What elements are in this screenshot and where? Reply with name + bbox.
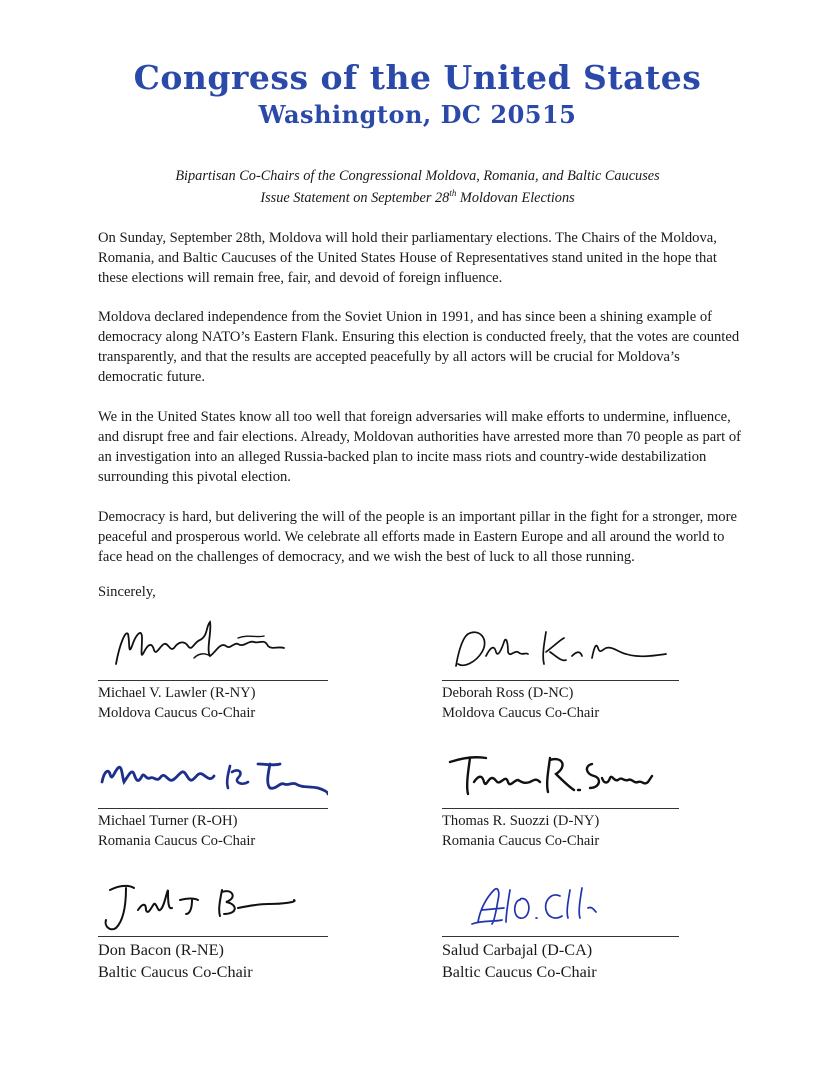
statement-subtitle-line1: Bipartisan Co-Chairs of the Congressional Moldova, Romania, and Baltic Caucuses bbox=[175, 168, 660, 184]
signature-block-turner bbox=[98, 742, 338, 857]
signatory-name: Michael Turner (R-OH) bbox=[98, 813, 238, 829]
subtitle-line2-suffix: Moldovan Elections bbox=[456, 189, 575, 206]
letterhead-title: Congress of the United States bbox=[133, 58, 702, 97]
handwritten-signature-lawler bbox=[98, 612, 328, 682]
signature-line bbox=[98, 808, 328, 809]
signature-line bbox=[442, 680, 679, 681]
signature-line bbox=[98, 680, 328, 681]
signatory-role: Moldova Caucus Co-Chair bbox=[442, 705, 600, 721]
closing-salutation: Sincerely, bbox=[98, 584, 156, 600]
signature-block-bacon bbox=[98, 870, 338, 990]
statement-subtitle-line2 bbox=[0, 188, 835, 207]
handwritten-signature-bacon bbox=[98, 870, 328, 936]
signatory-name: Thomas R. Suozzi (D-NY) bbox=[442, 813, 600, 829]
signatory-name: Salud Carbajal (D-CA) bbox=[442, 941, 593, 959]
signatory-role: Baltic Caucus Co-Chair bbox=[442, 963, 597, 981]
signatory-name: Michael V. Lawler (R-NY) bbox=[98, 685, 256, 701]
handwritten-signature-carbajal bbox=[442, 870, 679, 936]
signatory-name: Don Bacon (R-NE) bbox=[98, 941, 224, 959]
paragraph-3: We in the United States know all too well that foreign adversaries will make efforts to undermine, influence, and disrupt free and fair elections. Already, Moldovan authorities have arrested more than 70 people as part of an investigation into an alleged Russia-backed plan to incite mass riots and country-wide destabilization surrounding this pivotal election. bbox=[98, 409, 741, 485]
signature-block-ross bbox=[442, 612, 682, 727]
letterhead-address: Washington, DC 20515 bbox=[258, 100, 577, 129]
signatory-role: Romania Caucus Co-Chair bbox=[98, 833, 256, 849]
handwritten-signature-turner bbox=[98, 742, 328, 808]
paragraph-4: Democracy is hard, but delivering the will of the people is an important pillar in the fight for a stronger, more peaceful and prosperous world. We celebrate all efforts made in Eastern Europe and all around the world to face head on the challenges of democracy, and we wish the best of luck to all those running. bbox=[98, 509, 737, 565]
paragraph-1: On Sunday, September 28th, Moldova will hold their parliamentary elections. The Chairs of the Moldova, Romania, and Baltic Caucuses of the United States House of Representatives stand united in the hope that these elections will remain free, fair, and devoid of foreign influence. bbox=[98, 230, 717, 286]
signature-line bbox=[442, 936, 679, 937]
handwritten-signature-ross bbox=[442, 612, 679, 682]
signature-block-carbajal bbox=[442, 870, 682, 990]
subtitle-ordinal-suffix: th bbox=[449, 188, 457, 198]
signature-line bbox=[442, 808, 679, 809]
signature-block-suozzi bbox=[442, 742, 682, 857]
handwritten-signature-suozzi bbox=[442, 742, 679, 808]
subtitle-line2-prefix: Issue Statement on September 28 bbox=[260, 189, 450, 206]
signatory-role: Baltic Caucus Co-Chair bbox=[98, 963, 253, 981]
signature-line bbox=[98, 936, 328, 937]
signature-block-lawler bbox=[98, 612, 338, 727]
signatory-role: Moldova Caucus Co-Chair bbox=[98, 705, 256, 721]
paragraph-2: Moldova declared independence from the Soviet Union in 1991, and has since been a shining example of democracy along NATO’s Eastern Flank. Ensuring this election is conducted freely, that the votes are counted transparently, and that the results are accepted peacefully by all actors will be crucial for Moldova’s democratic future. bbox=[98, 309, 740, 385]
signatory-name: Deborah Ross (D-NC) bbox=[442, 685, 574, 701]
signatory-role: Romania Caucus Co-Chair bbox=[442, 833, 600, 849]
